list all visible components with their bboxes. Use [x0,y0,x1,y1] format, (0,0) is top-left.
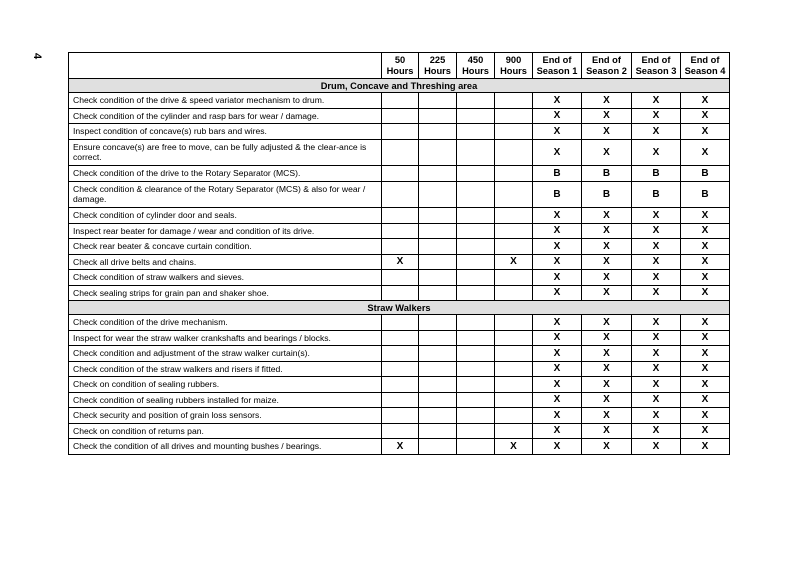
interval-mark: X [681,285,730,301]
interval-mark: X [681,330,730,346]
interval-mark: X [582,377,632,393]
interval-mark: X [533,285,582,301]
interval-mark [495,315,533,331]
interval-mark: X [681,439,730,455]
interval-mark [495,181,533,208]
interval-mark: X [533,108,582,124]
interval-mark: X [632,239,681,255]
task-description: Check on condition of returns pan. [69,423,382,439]
interval-mark [382,208,419,224]
interval-mark [382,408,419,424]
interval-mark: X [681,315,730,331]
table-row [69,254,730,270]
interval-mark: X [632,346,681,362]
interval-mark [495,346,533,362]
interval-mark: X [533,439,582,455]
table-row [69,423,730,439]
col-header: End of Season 2 [582,53,632,79]
interval-mark [419,181,457,208]
interval-mark: X [533,239,582,255]
interval-mark [495,377,533,393]
table-row [69,346,730,362]
table-row [69,124,730,140]
task-description: Check condition of the drive to the Rotary Separator (MCS). [69,166,382,182]
interval-mark [419,208,457,224]
interval-mark [457,423,495,439]
interval-mark [382,108,419,124]
interval-mark: X [533,93,582,109]
interval-mark [382,285,419,301]
task-description: Check the condition of all drives and mounting bushes / bearings. [69,439,382,455]
col-header: End of Season 1 [533,53,582,79]
task-description: Check condition of straw walkers and sieves. [69,270,382,286]
interval-mark [457,108,495,124]
interval-mark: X [582,124,632,140]
interval-mark: X [681,208,730,224]
interval-mark [419,239,457,255]
interval-mark [457,254,495,270]
interval-mark: X [582,108,632,124]
interval-mark: B [681,166,730,182]
interval-mark [457,315,495,331]
interval-mark [382,124,419,140]
interval-mark: X [582,270,632,286]
interval-mark [419,439,457,455]
interval-mark: X [681,108,730,124]
interval-mark: X [495,439,533,455]
interval-mark [419,330,457,346]
interval-mark [457,124,495,140]
interval-mark: X [632,408,681,424]
interval-mark [419,108,457,124]
task-description: Check condition of the cylinder and rasp bars for wear / damage. [69,108,382,124]
section-title: Drum, Concave and Threshing area [69,79,730,93]
section-title: Straw Walkers [69,301,730,315]
interval-mark [382,139,419,166]
task-description: Check on condition of sealing rubbers. [69,377,382,393]
task-description: Check security and position of grain loss sensors. [69,408,382,424]
interval-mark: X [533,124,582,140]
interval-mark [382,346,419,362]
interval-mark [419,315,457,331]
interval-mark [495,124,533,140]
interval-mark [457,208,495,224]
interval-mark: B [533,166,582,182]
interval-mark [457,239,495,255]
interval-mark [495,166,533,182]
interval-mark [457,408,495,424]
interval-mark: X [533,408,582,424]
interval-mark [457,361,495,377]
table-row [69,181,730,208]
interval-mark: X [533,208,582,224]
table-row [69,377,730,393]
task-description: Check condition & clearance of the Rotary Separator (MCS) & also for wear / damage. [69,181,382,208]
interval-mark: X [681,423,730,439]
interval-mark [419,392,457,408]
interval-mark [495,93,533,109]
table-row [69,285,730,301]
col-header: End of Season 3 [632,53,681,79]
section-header-row [69,301,730,315]
task-description: Check all drive belts and chains. [69,254,382,270]
interval-mark [419,166,457,182]
interval-mark: X [582,254,632,270]
interval-mark: B [533,181,582,208]
interval-mark [495,392,533,408]
interval-mark [495,239,533,255]
table-row [69,223,730,239]
interval-mark [419,139,457,166]
interval-mark: X [681,361,730,377]
interval-mark: X [681,377,730,393]
interval-mark: X [533,315,582,331]
interval-mark: X [632,330,681,346]
interval-mark: B [582,181,632,208]
interval-mark: X [632,108,681,124]
interval-mark: X [533,392,582,408]
task-description: Check condition of the drive & speed variator mechanism to drum. [69,93,382,109]
interval-mark [419,361,457,377]
interval-mark: X [632,139,681,166]
table-row [69,315,730,331]
interval-mark: X [681,392,730,408]
interval-mark [495,285,533,301]
interval-mark [495,108,533,124]
interval-mark [457,270,495,286]
interval-mark [457,166,495,182]
interval-mark: B [681,181,730,208]
interval-mark: X [632,93,681,109]
col-header: 450 Hours [457,53,495,79]
interval-mark: X [533,223,582,239]
task-description: Check sealing strips for grain pan and shaker shoe. [69,285,382,301]
maintenance-schedule-table [68,52,730,455]
interval-mark [457,139,495,166]
interval-mark: X [632,124,681,140]
table-row [69,361,730,377]
interval-mark [495,361,533,377]
col-header: 50 Hours [382,53,419,79]
interval-mark: X [632,285,681,301]
task-header [69,53,382,79]
interval-mark: X [533,361,582,377]
interval-mark [382,377,419,393]
interval-mark: X [632,223,681,239]
interval-mark: X [681,223,730,239]
interval-mark [495,223,533,239]
interval-mark [457,392,495,408]
interval-mark [419,124,457,140]
interval-mark [382,423,419,439]
interval-mark: X [533,346,582,362]
interval-mark: X [582,223,632,239]
interval-mark [419,223,457,239]
interval-mark [419,254,457,270]
interval-mark [495,208,533,224]
interval-mark [382,239,419,255]
interval-mark: X [533,423,582,439]
interval-mark: X [632,392,681,408]
interval-mark [382,181,419,208]
table-row [69,270,730,286]
interval-mark [419,93,457,109]
interval-mark: X [582,239,632,255]
interval-mark: B [632,181,681,208]
col-header: 225 Hours [419,53,457,79]
interval-mark [382,315,419,331]
interval-mark: X [632,208,681,224]
interval-mark [457,346,495,362]
task-description: Inspect rear beater for damage / wear and condition of its drive. [69,223,382,239]
interval-mark: X [533,330,582,346]
interval-mark: X [632,315,681,331]
interval-mark: X [533,377,582,393]
task-description: Check condition of sealing rubbers installed for maize. [69,392,382,408]
interval-mark: X [582,346,632,362]
interval-mark [419,408,457,424]
table-row [69,108,730,124]
interval-mark [495,423,533,439]
interval-mark [382,330,419,346]
interval-mark: X [681,139,730,166]
table-row [69,166,730,182]
interval-mark [419,285,457,301]
interval-mark: X [582,408,632,424]
interval-mark [457,377,495,393]
section-header-row [69,79,730,93]
table-row [69,392,730,408]
interval-mark [495,330,533,346]
interval-mark: X [582,439,632,455]
interval-mark: X [382,439,419,455]
table-row [69,139,730,166]
interval-mark: X [632,270,681,286]
interval-mark: X [382,254,419,270]
col-header: 900 Hours [495,53,533,79]
interval-mark: X [632,439,681,455]
interval-mark: X [582,392,632,408]
table-row [69,408,730,424]
interval-mark: X [533,139,582,166]
task-description: Check condition and adjustment of the straw walker curtain(s). [69,346,382,362]
interval-mark: X [582,93,632,109]
task-description: Ensure concave(s) are free to move, can be fully adjusted & the clear-ance is correct. [69,139,382,166]
table-row [69,239,730,255]
col-header: End of Season 4 [681,53,730,79]
interval-mark [495,408,533,424]
task-description: Check condition of cylinder door and seals. [69,208,382,224]
interval-mark [419,270,457,286]
interval-mark: X [533,254,582,270]
interval-mark [457,223,495,239]
task-description: Inspect condition of concave(s) rub bars and wires. [69,124,382,140]
task-description: Check condition of the straw walkers and risers if fitted. [69,361,382,377]
interval-mark [495,270,533,286]
interval-mark [382,361,419,377]
table-row [69,330,730,346]
interval-mark: X [632,377,681,393]
interval-mark: B [632,166,681,182]
interval-mark [382,166,419,182]
interval-mark [495,139,533,166]
interval-mark [457,181,495,208]
interval-mark: X [632,361,681,377]
interval-mark [419,423,457,439]
interval-mark [382,93,419,109]
interval-mark [382,392,419,408]
interval-mark [382,223,419,239]
interval-mark: X [681,270,730,286]
interval-mark [457,330,495,346]
interval-mark: X [681,239,730,255]
interval-mark: X [681,254,730,270]
interval-mark: B [582,166,632,182]
interval-mark: X [495,254,533,270]
interval-mark [419,346,457,362]
interval-mark: X [681,124,730,140]
interval-mark: X [582,315,632,331]
interval-mark [457,93,495,109]
task-description: Inspect for wear the straw walker crankshafts and bearings / blocks. [69,330,382,346]
interval-mark [457,285,495,301]
interval-mark: X [681,408,730,424]
task-description: Check condition of the drive mechanism. [69,315,382,331]
interval-mark: X [632,423,681,439]
page-number: 4 [31,52,44,60]
interval-mark [457,439,495,455]
interval-mark [419,377,457,393]
table-row [69,439,730,455]
interval-mark: X [582,423,632,439]
interval-mark [382,270,419,286]
interval-mark: X [582,330,632,346]
interval-mark: X [681,346,730,362]
interval-mark: X [582,139,632,166]
interval-mark: X [632,254,681,270]
interval-mark: X [582,285,632,301]
interval-mark: X [681,93,730,109]
interval-mark: X [582,361,632,377]
table-row [69,93,730,109]
interval-mark: X [533,270,582,286]
interval-mark: X [582,208,632,224]
task-description: Check rear beater & concave curtain condition. [69,239,382,255]
table-row [69,208,730,224]
header-row [69,53,730,79]
